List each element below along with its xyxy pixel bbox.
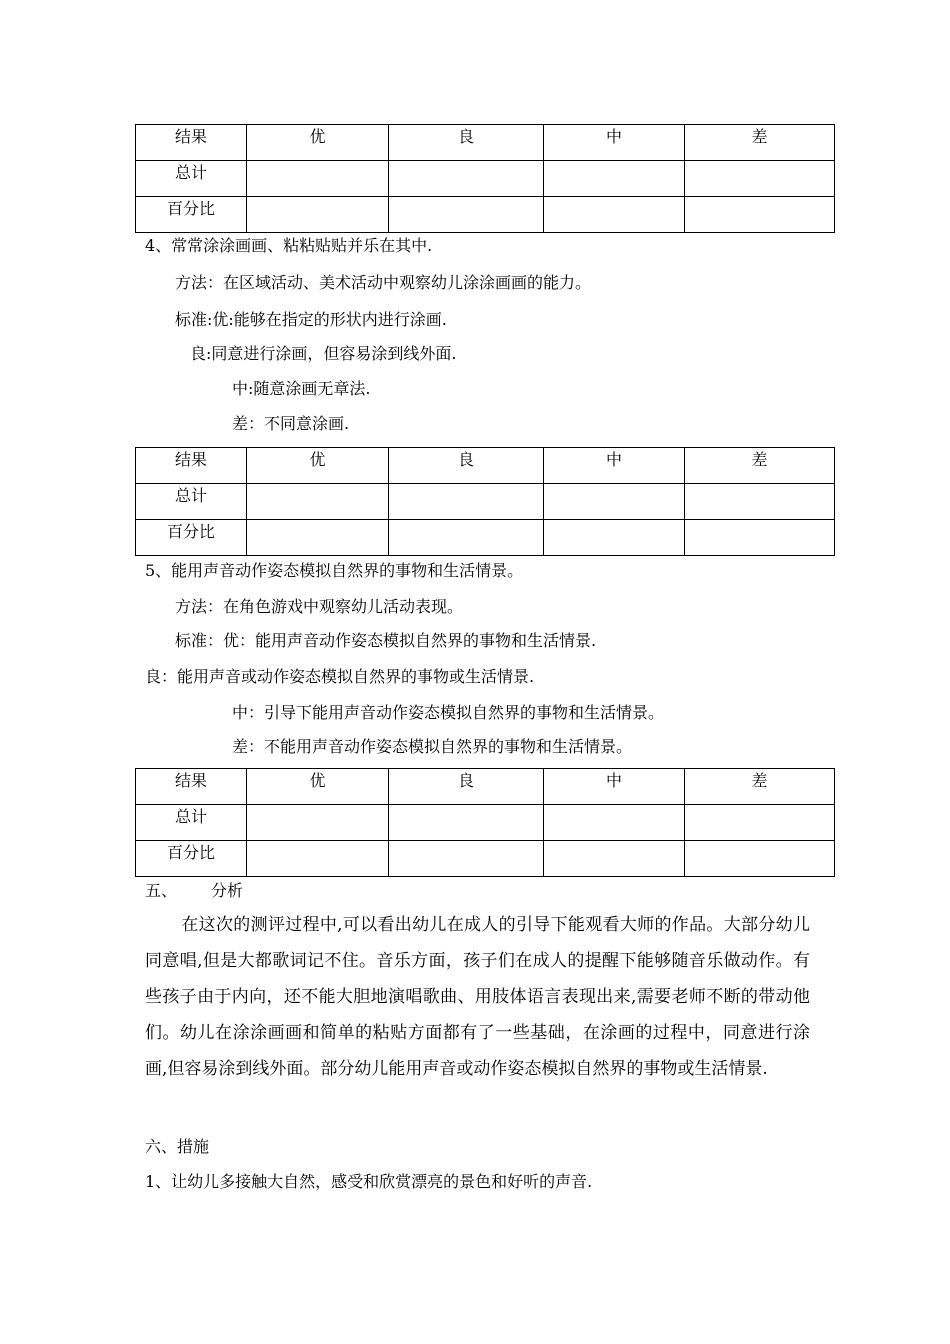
table-row <box>136 520 835 556</box>
row-label-percent: 百分比 <box>136 520 247 556</box>
table-cell[interactable] <box>389 161 544 197</box>
item4-standard-good: 良:同意进行涂画，但容易涂到线外面. <box>190 344 457 363</box>
header-fair: 中 <box>544 448 685 484</box>
table-header-row <box>136 769 835 805</box>
table-row <box>136 197 835 233</box>
header-fair: 中 <box>544 125 685 161</box>
header-good: 良 <box>389 769 544 805</box>
table-cell[interactable] <box>389 197 544 233</box>
section6-item1: 1、让幼儿多接触大自然，感受和欣赏漂亮的景色和好听的声音. <box>145 1172 593 1191</box>
item5-standard-poor: 差：不能用声音动作姿态模拟自然界的事物和生活情景。 <box>232 737 633 756</box>
table-cell[interactable] <box>685 484 835 520</box>
item5-title: 5、能用声音动作姿态模拟自然界的事物和生活情景。 <box>145 561 524 580</box>
grade-table-3 <box>135 768 835 877</box>
header-poor: 差 <box>685 769 835 805</box>
table-cell[interactable] <box>544 841 685 877</box>
table-row <box>136 841 835 877</box>
grade-table-1 <box>135 124 835 233</box>
row-label-total: 总计 <box>136 805 247 841</box>
table-header-row <box>136 125 835 161</box>
header-result: 结果 <box>136 125 247 161</box>
header-good: 良 <box>389 448 544 484</box>
table-cell[interactable] <box>247 161 389 197</box>
table-cell[interactable] <box>685 161 835 197</box>
row-label-total: 总计 <box>136 484 247 520</box>
item4-standard-fair: 中:随意涂画无章法. <box>232 379 371 398</box>
header-result: 结果 <box>136 448 247 484</box>
header-excellent: 优 <box>247 448 389 484</box>
row-label-percent: 百分比 <box>136 197 247 233</box>
table-row <box>136 805 835 841</box>
table-cell[interactable] <box>544 805 685 841</box>
table-cell[interactable] <box>544 484 685 520</box>
section5-title: 分析 <box>211 881 244 900</box>
table-cell[interactable] <box>685 197 835 233</box>
table-cell[interactable] <box>247 841 389 877</box>
table-header-row <box>136 448 835 484</box>
table-cell[interactable] <box>685 841 835 877</box>
table-cell[interactable] <box>544 161 685 197</box>
item5-standard-excellent: 标准：优：能用声音动作姿态模拟自然界的事物和生活情景. <box>175 631 597 650</box>
table-cell[interactable] <box>685 805 835 841</box>
table-cell[interactable] <box>247 484 389 520</box>
table-cell[interactable] <box>389 805 544 841</box>
item4-method: 方法：在区域活动、美术活动中观察幼儿涂涂画画的能力。 <box>175 273 592 292</box>
header-fair: 中 <box>544 769 685 805</box>
header-result: 结果 <box>136 769 247 805</box>
row-label-total: 总计 <box>136 161 247 197</box>
section6-heading: 六、措施 <box>145 1137 210 1156</box>
header-excellent: 优 <box>247 769 389 805</box>
grade-table-2 <box>135 447 835 556</box>
header-poor: 差 <box>685 125 835 161</box>
table-cell[interactable] <box>247 197 389 233</box>
table-cell[interactable] <box>389 520 544 556</box>
item4-standard-poor: 差：不同意涂画. <box>232 414 350 433</box>
table-cell[interactable] <box>247 805 389 841</box>
table-row <box>136 161 835 197</box>
table-cell[interactable] <box>544 197 685 233</box>
table-cell[interactable] <box>685 520 835 556</box>
item5-method: 方法：在角色游戏中观察幼儿活动表现。 <box>175 597 464 616</box>
item4-title: 4、常常涂涂画画、粘粘贴贴并乐在其中. <box>145 236 433 255</box>
header-poor: 差 <box>685 448 835 484</box>
table-cell[interactable] <box>389 841 544 877</box>
row-label-percent: 百分比 <box>136 841 247 877</box>
header-good: 良 <box>389 125 544 161</box>
table-row <box>136 484 835 520</box>
item5-standard-fair: 中：引导下能用声音动作姿态模拟自然界的事物和生活情景。 <box>232 703 665 722</box>
analysis-text: 在这次的测评过程中,可以看出幼儿在成人的引导下能观看大师的作品。大部分幼儿同意唱,但是大都歌词记不住。音乐方面，孩子们在成人的提醒下能够随音乐做动作。有些孩子由于内向，还不能大胆地演唱歌曲、用肢体语言表现出来,需要老师不断的带动他们。幼儿在涂涂画画和简单的粘贴方面都有了一些基础，在涂画的过程中，同意进行涂画,但容易涂到线外面。部分幼儿能用声音或动作姿态模拟自然界的事物或生活情景. <box>145 915 810 1079</box>
table-cell[interactable] <box>544 520 685 556</box>
section5-heading <box>145 880 243 902</box>
table-cell[interactable] <box>389 484 544 520</box>
table-cell[interactable] <box>247 520 389 556</box>
item4-standard-excellent: 标准:优:能够在指定的形状内进行涂画. <box>175 310 447 329</box>
header-excellent: 优 <box>247 125 389 161</box>
item5-standard-good: 良：能用声音或动作姿态模拟自然界的事物或生活情景. <box>145 667 535 686</box>
analysis-paragraph <box>145 907 810 1087</box>
section5-number: 五、 <box>145 881 178 900</box>
